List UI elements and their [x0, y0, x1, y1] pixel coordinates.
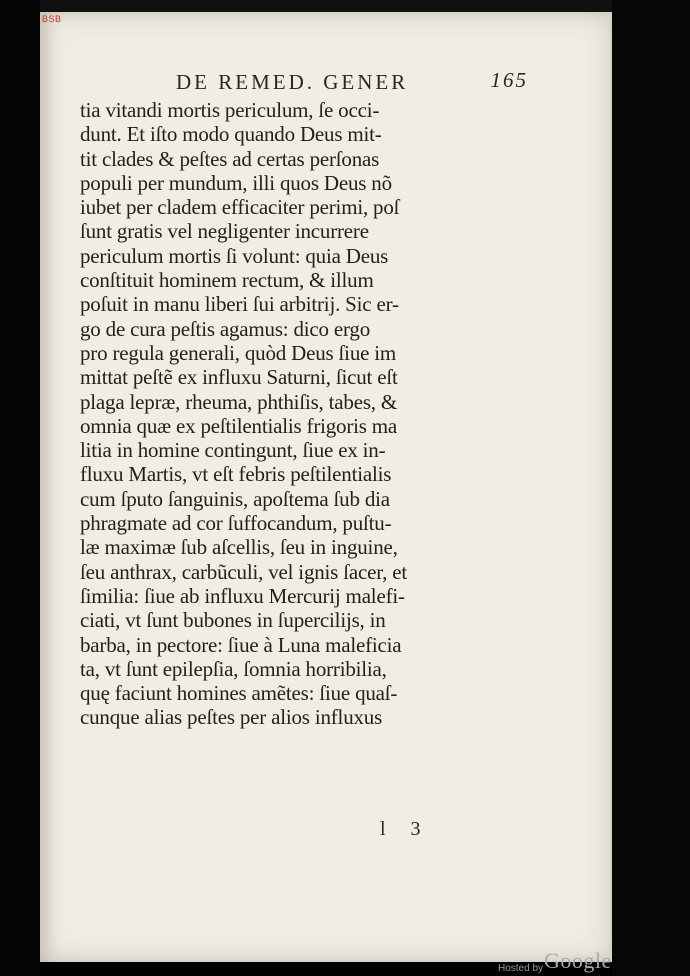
text-line: iubet per cladem efficaciter perimi, poſ — [80, 195, 400, 220]
body-text — [80, 98, 540, 730]
text-line: conſtituit hominem rectum, & illum — [80, 268, 374, 293]
text-line: ta, vt ſunt epilepſia, ſomnia horribilia, — [80, 656, 387, 681]
google-logo: Google — [544, 948, 612, 973]
text-line: periculum mortis ſi volunt: quia Deus — [80, 243, 389, 268]
text-line: mittat peſtẽ ex influxu Saturni, ſicut eſt — [80, 365, 398, 390]
text-line: ſimilia: ſiue ab influxu Mercurij malefi- — [80, 583, 405, 608]
text-line: tit clades & peſtes ad certas perſonas — [80, 146, 380, 171]
text-line: ciati, vt ſunt bubones in ſupercilijs, in — [80, 608, 386, 633]
library-stamp: BSB — [42, 14, 62, 24]
book-page — [40, 12, 612, 974]
text-line: pro regula generali, quòd Deus ſiue im — [80, 340, 397, 365]
scan-left-border — [0, 0, 40, 976]
text-line: quę faciunt homines amẽtes: ſiue quaſ- — [80, 681, 398, 706]
text-line: plaga lepræ, rheuma, phthiſis, tabes, & — [80, 389, 398, 414]
text-line: fluxu Martis, vt eſt febris peſtilentialis — [80, 462, 392, 487]
text-line: ſunt gratis vel negligenter incurrere — [80, 219, 369, 244]
signature-mark: l 3 — [380, 818, 431, 840]
text-line: populi per mundum, illi quos Deus nõ — [80, 170, 392, 195]
text-line: cunque alias peſtes per alios influxus — [80, 705, 383, 730]
text-line: phragmate ad cor ſuffocandum, puſtu- — [80, 511, 392, 536]
text-line: go de cura peſtis agamus: dico ergo — [80, 316, 371, 341]
text-line: poſuit in manu liberi ſui arbitrij. Sic er- — [80, 292, 399, 317]
text-line: litia in homine contingunt, ſiue ex in- — [80, 438, 386, 463]
running-head-title: DE REMED. GENER — [176, 70, 409, 94]
scan-right-border — [612, 0, 690, 976]
running-head — [126, 68, 546, 98]
text-line: læ maximæ ſub aſcellis, ſeu in inguine, — [80, 535, 398, 560]
page-number: 165 — [490, 68, 528, 92]
text-line: dunt. Et iſto modo quando Deus mit- — [80, 122, 382, 147]
text-line: cum ſputo ſanguinis, apoſtema ſub dia — [80, 486, 390, 511]
text-line: omnia quæ ex peſtilentialis frigoris ma — [80, 413, 398, 438]
text-line: tia vitandi mortis periculum, ſe occi- — [80, 98, 380, 122]
hosted-by-label: Hosted by — [498, 963, 544, 974]
text-line: barba, in pectore: ſiue à Luna maleficia — [80, 632, 402, 657]
text-line: ſeu anthrax, carbũculi, vel ignis ſacer, et — [80, 559, 408, 584]
